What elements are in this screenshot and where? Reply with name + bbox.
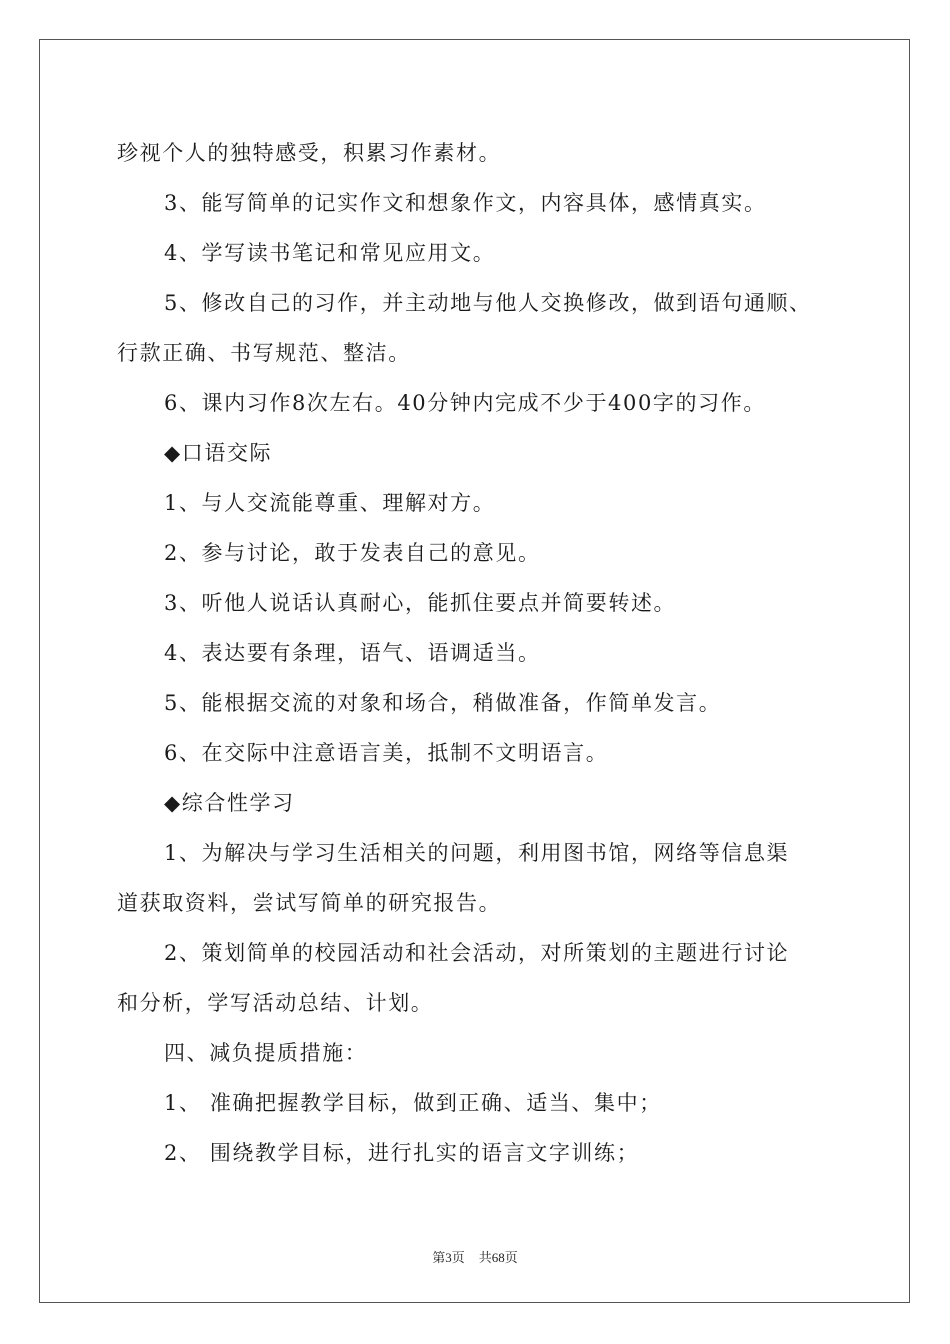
text-line: 3、听他人说话认真耐心，能抓住要点并简要转述。 xyxy=(164,591,677,615)
text-line: ◆综合性学习 xyxy=(164,791,295,815)
page-total: 共68页 xyxy=(478,1250,518,1265)
text-line: 1、 准确把握教学目标，做到正确、适当、集中； xyxy=(164,1091,662,1115)
text-line: 珍视个人的独特感受，积累习作素材。 xyxy=(117,141,502,165)
document-body xyxy=(117,128,857,1178)
text-line: 6、课内习作8次左右。40分钟内完成不少于400字的习作。 xyxy=(164,391,766,415)
text-line: 和分析，学写活动总结、计划。 xyxy=(117,991,434,1015)
text-line: 5、修改自己的习作，并主动地与他人交换修改，做到语句通顺、 xyxy=(164,291,812,315)
text-line: 6、在交际中注意语言美，抵制不文明语言。 xyxy=(164,741,609,765)
text-line: 行款正确、书写规范、整洁。 xyxy=(117,341,411,365)
text-line: 2、参与讨论，敢于发表自己的意见。 xyxy=(164,541,541,565)
text-line: 1、为解决与学习生活相关的问题，利用图书馆，网络等信息渠 xyxy=(164,841,790,865)
text-line: 1、与人交流能尊重、理解对方。 xyxy=(164,491,496,515)
text-line: 5、能根据交流的对象和场合，稍做准备，作简单发言。 xyxy=(164,691,722,715)
text-line: 2、策划简单的校园活动和社会活动，对所策划的主题进行讨论 xyxy=(164,941,790,965)
text-line: ◆口语交际 xyxy=(164,441,273,465)
text-line: 4、表达要有条理，语气、语调适当。 xyxy=(164,641,541,665)
page-footer xyxy=(0,1247,950,1266)
text-line: 4、学写读书笔记和常见应用文。 xyxy=(164,241,496,265)
text-line: 道获取资料，尝试写简单的研究报告。 xyxy=(117,891,502,915)
text-line: 四、减负提质措施： xyxy=(164,1041,368,1065)
text-line: 2、 围绕教学目标，进行扎实的语言文字训练； xyxy=(164,1141,640,1165)
page-number: 第3页 xyxy=(432,1250,465,1265)
text-line: 3、能写简单的记实作文和想象作文，内容具体，感情真实。 xyxy=(164,191,767,215)
